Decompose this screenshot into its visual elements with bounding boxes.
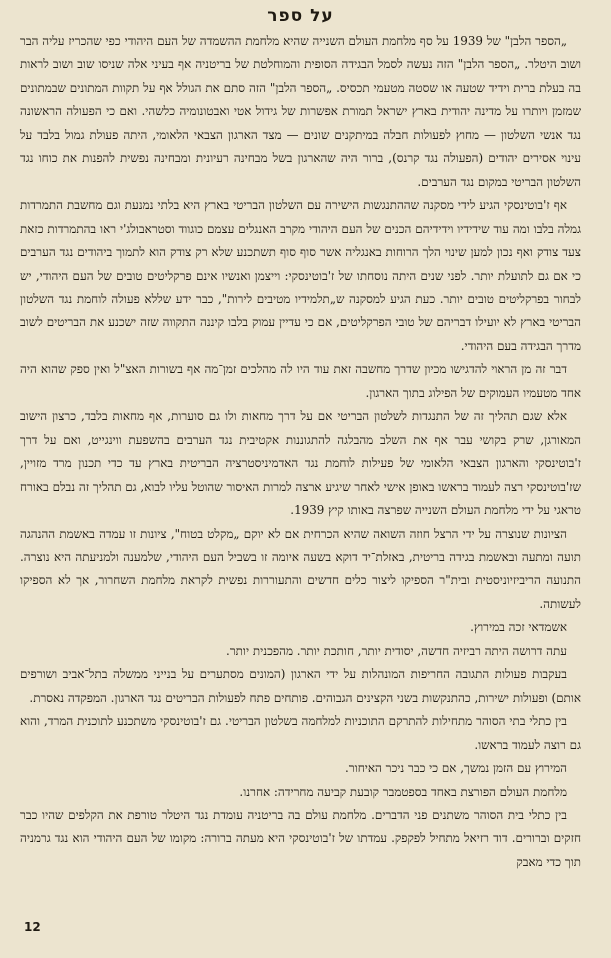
page-title: על ספר bbox=[267, 6, 334, 26]
paragraph: עתה דרושה היתה רביזיה חדשה, יסודית יותר, חותכת יותר. מהפכנית יותר. bbox=[226, 643, 567, 658]
paragraph: בין כתלי בית הסוהר משתנים פני הדברים. מלחמת עולם בה בריטניה עומדת נגד היטלר טורפת את הקלפים שהיו כבר חזקים וברורים. דוד רזיאל מתחיל לפקפק. עמדתו של ז'בוטינסקי היא מעתה ברורה: מקומו של העם היהודי הוא נגד גרמניה תוך כדי מאבק bbox=[20, 807, 581, 869]
paragraph: אף ז'בוטינסקי הגיע לידי מסקנה שההתנגשות הישירה עם השלטון הבריטי בארץ היא בלתי נמנעת וגם מחשבת התמרדות גמלה בלבו ומה עוד שידידיו וידידיהם הכנים של העם היהודי מקרב האנגלים עצמם כוגווד וסטראבולג'י ראו בהתמרדות כזאת צעד צודק ואף נכון למען שינוי הלך הרוחות באנגליה אשר סוף סוף תשתכנע שלא רק צודק הוא לתמוך ביהודים נגד הערבים כי אם גם לתועלת יותר. לפני שנים היתה נוסחתו של ז'בוטינסקי: וייצמן ואנשיו אינם פרקליטים טובים של העם היהודי, יש לבחור בפרקליטים טובים יותר. כעת הגיע למסקנה ש„תלמידיו מטיבים לירות", כבר ידע שללא פעולה לוחמת נגד השלטון הבריטי בארץ לא יועילו דבריהם של טובי הפרקליטים, אם כי עדיין עמוק בלבו קיננה התקווה שזה ישכנע את הבריטים לשוב מדרך הבגידה בעם היהודי. bbox=[20, 198, 581, 353]
paragraph: המירוץ עם הזמן נמשך, אם כי כבר ניכר האיחור. bbox=[345, 761, 567, 776]
paragraph: „הספר הלבן" של 1939 על סף מלחמת העולם השנייה שהיא מלחמת ההשמדה של העם היהודי כפי שהכריז עליה הבר ושוב היטלר. „הספר הלבן" הזה נעשה לסמל הבגידה הסופית והמוחלטת של בריטניה אף בעיני אלה שניסו שוב ושוב לראות בה בעלת ברית וידיד שטעה או שסטה מטעמי תכסיס. „הספר הלבן" הזה סתם את הגולל אף על תקוות המתונים שבמתונים שמזמן ויותרו על מדינה יהודית בארץ ישראל תמורת אפשרות של גידול אטי ואבטונומיה כלשהי. ואם כי הפעולה הראשונה נגד אנשי השלטון — מחוץ לפעולות חבלה במיתקנים שונים — מצד הארגון הצבאי הלאומי, היתה פעולת גמול בלבד על עינוי אסירים יהודים (הפעולה נגד קרנס), ברור היה שהארגון בשל מבחינה רעיונית ומבחינה נפשית להפנות את כוחו נגד השלטון הבריטי במקום נגד הערבים. bbox=[20, 34, 581, 189]
paragraph: אלא שגם תהליך זה של התנגדות לשלטון הבריטי אם על דרך מחאות ולו גם סוערות, אף מחאות בלבד, כרצון הישוב המאורגן, שרק בקושי עבר אף את השלב מהבלגה להתגוננות אקטיבית נגד הערבים בהשפעת ווינגייט, ואם על דרך ז'בוטינסקי והארגון הצבאי הלאומי של פעילות לוחמת נגד האדמיניסטרציה הבריטית בארץ עד כדי תכנון מרד מזויין, שז'בוטינסקי רצה לעמוד בראשו באופן אישי לאחר שיגיע ארצה למרות האיסור שהוטל עליו לבוא, גם תהליך זה נבלם באורח טראגי על ידי מלחמת העולם השנייה שפרצה באותו קיץ 1939. bbox=[20, 409, 581, 518]
paragraph: אשמדאי זכה במירוץ. bbox=[470, 620, 567, 635]
paragraph: בין כתלי בתי הסוהר מתחילות להתרקם התוכניות למלחמה בשלטון הבריטי. גם ז'בוטינסקי משתכנע לתוכנית המרד, והוא גם רוצה לעמוד בראשו. bbox=[20, 714, 581, 752]
paragraph: בעקבות פעולות התגובה החריפות המונהלות על ידי הארגון (המונים מסתערים על בנייני ממשלה בתל־אביב ושורפים אותם) ופעולות ישירות, כהתנקשות בשני הקצינים הגבוהים. פותחים פתח לפעולות הבריטים נגד הארגון. המפקדה נאסרת. bbox=[20, 667, 581, 705]
paragraph: הציונות שנוצרה על ידי הרצל חוזה השואה שהיא הכרחית אם לא יוקם „מקלט בטוח", ציונות זו עמדה באשמת ההנהגה תועה ומתעה ובאשמת בגידה בריטית, באזלת־יד דוקא בשעה איומה זו בשביל העם היהודי, שלמענה ולמניעתה היא נוצרה. התנועה הריביזיוניסטית ובית"ר הספיקו ליצור כלים חדשים והתעוררות נפשית לקראת מלחמת השחרור, אך לא הספיקו לעשותה. bbox=[20, 526, 581, 611]
paragraph: מלחמת העולם הפורצת באחד בספטמבר קובעת קביעה מחרידה: אחרנו. bbox=[239, 784, 567, 799]
page-number: 12 bbox=[24, 920, 41, 934]
paragraph: דבר זה מן הראוי להדגישו מכיון שדרך מחשבה זאת עוד היו לה מהלכים זמן־מה אף בשורות האצ"ל ואין ספק שהוא היה אחד מטעמיו העמוקים של הפילוג בתוך הארגון. bbox=[20, 362, 581, 400]
page-body bbox=[20, 30, 581, 874]
